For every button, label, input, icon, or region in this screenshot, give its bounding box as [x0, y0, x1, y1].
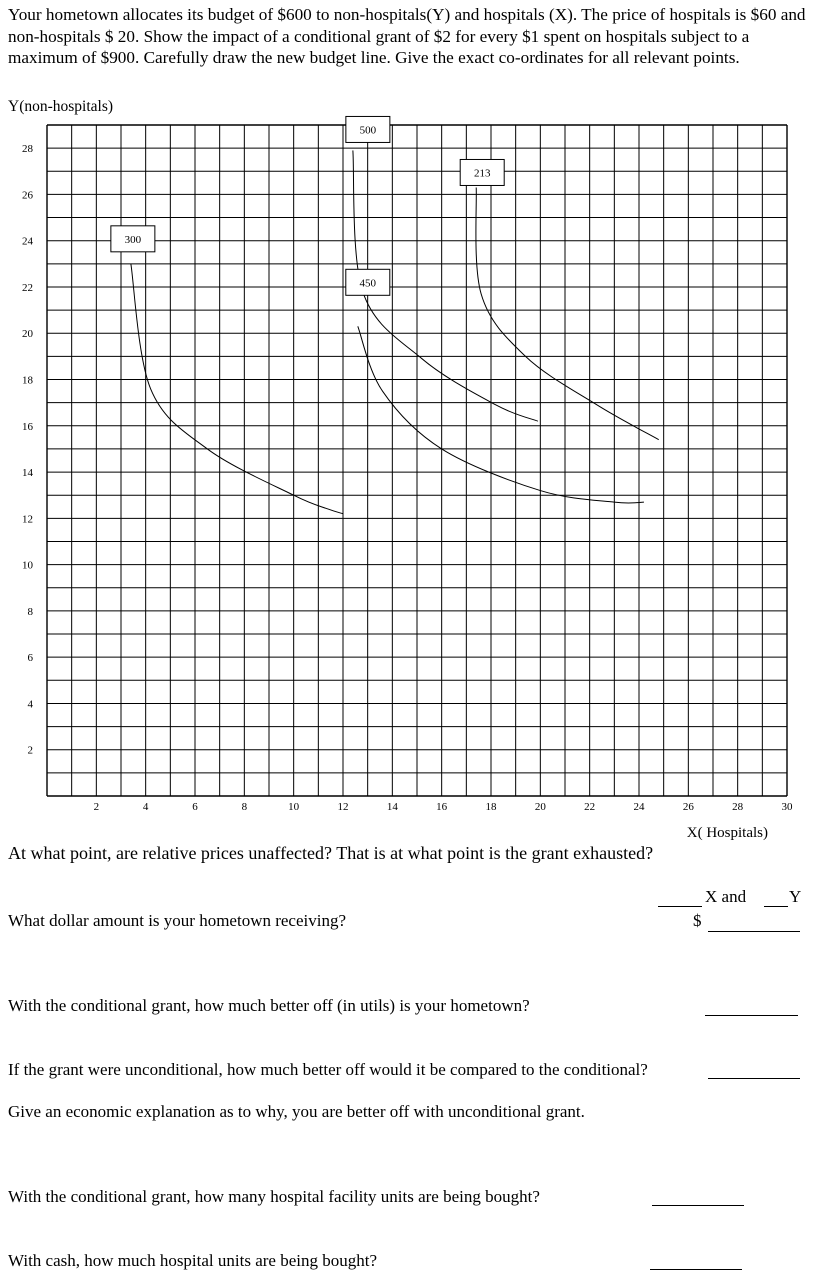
- question-economic-explanation: Give an economic explanation as to why, you are better off with unconditional grant.: [8, 1102, 585, 1121]
- question-hospital-units-cash: With cash, how much hospital units are being bought?: [8, 1251, 377, 1270]
- answer-blank-units-conditional[interactable]: [652, 1205, 744, 1206]
- x-tick-label: 12: [337, 801, 349, 813]
- answer-blank-units-cash[interactable]: [650, 1269, 742, 1270]
- x-and-label: X and: [705, 887, 747, 906]
- indifference-curve-213: [476, 187, 659, 439]
- x-tick-labels: [94, 801, 793, 813]
- y-tick-label: 6: [27, 652, 33, 665]
- graph: [0, 115, 828, 845]
- indifference-curve-300: [131, 264, 343, 514]
- x-tick-label: 30: [781, 801, 793, 813]
- answer-blank-y[interactable]: [764, 906, 788, 907]
- grid-lines: [47, 125, 787, 796]
- curve-label-450: 450: [359, 277, 377, 290]
- curve-label-300: 300: [124, 233, 142, 246]
- y-tick-label: 2: [27, 744, 33, 757]
- problem-statement: Your hometown allocates its budget of $600 to non-hospitals(Y) and hospitals (X). The price of hospitals is $60 and non-hospitals $ 20. Show the impact of a conditional grant of $2 for every $1 spent on hospitals subject to a maximum of $900. Carefully draw the new budget line. Give the exact co-ordinates for all relevant points.: [8, 5, 806, 67]
- y-tick-label: 18: [22, 374, 33, 387]
- x-tick-label: 6: [192, 801, 198, 813]
- y-tick-label: 8: [27, 605, 33, 618]
- y-axis-label: Y(non-hospitals): [8, 98, 114, 115]
- answer-blank-utils[interactable]: [705, 1015, 798, 1016]
- question-utils-better-off: With the conditional grant, how much better off (in utils) is your hometown?: [8, 996, 530, 1015]
- x-tick-label: 10: [288, 801, 300, 813]
- y-tick-label: 24: [22, 235, 33, 248]
- x-tick-label: 8: [241, 801, 248, 813]
- answer-blank-dollar[interactable]: [708, 931, 800, 932]
- question-grant-exhausted: At what point, are relative prices unaffected? That is at what point is the grant exhausted?: [8, 843, 654, 863]
- answer-blank-unconditional[interactable]: [708, 1078, 800, 1079]
- y-tick-label: 14: [22, 467, 33, 480]
- x-tick-label: 14: [386, 801, 398, 813]
- curve-label-500: 500: [359, 124, 377, 137]
- y-tick-label: 10: [22, 559, 33, 572]
- question-dollar-amount: What dollar amount is your hometown receiving?: [8, 911, 347, 930]
- y-tick-label: 16: [22, 420, 33, 433]
- y-tick-label: 20: [22, 328, 33, 341]
- x-tick-label: 4: [142, 801, 149, 813]
- dollar-sign: $: [693, 911, 702, 930]
- x-axis-label: X( Hospitals): [686, 825, 768, 841]
- indifference-curve-450: [358, 326, 644, 503]
- y-tick-label: 28: [22, 143, 33, 156]
- curve-label-213: 213: [473, 167, 491, 180]
- y-tick-label: 12: [22, 513, 33, 526]
- y-tick-label: 26: [22, 189, 33, 202]
- x-tick-label: 26: [682, 801, 694, 813]
- indifference-curves: [131, 150, 659, 513]
- answer-blank-x[interactable]: [658, 906, 702, 907]
- x-tick-label: 20: [534, 801, 546, 813]
- x-tick-label: 2: [93, 801, 100, 813]
- x-tick-label: 16: [436, 801, 448, 813]
- y-tick-label: 22: [22, 281, 33, 294]
- x-tick-label: 22: [584, 801, 596, 813]
- x-tick-label: 28: [732, 801, 744, 813]
- y-tick-labels: [22, 143, 34, 757]
- x-tick-label: 24: [633, 801, 645, 813]
- question-unconditional-compare: If the grant were unconditional, how much better off would it be compared to the conditional?: [8, 1060, 648, 1079]
- question-hospital-units-conditional: With the conditional grant, how many hospital facility units are being bought?: [8, 1187, 540, 1206]
- y-label: Y: [789, 887, 802, 906]
- y-tick-label: 4: [27, 698, 33, 711]
- x-tick-label: 18: [485, 801, 497, 813]
